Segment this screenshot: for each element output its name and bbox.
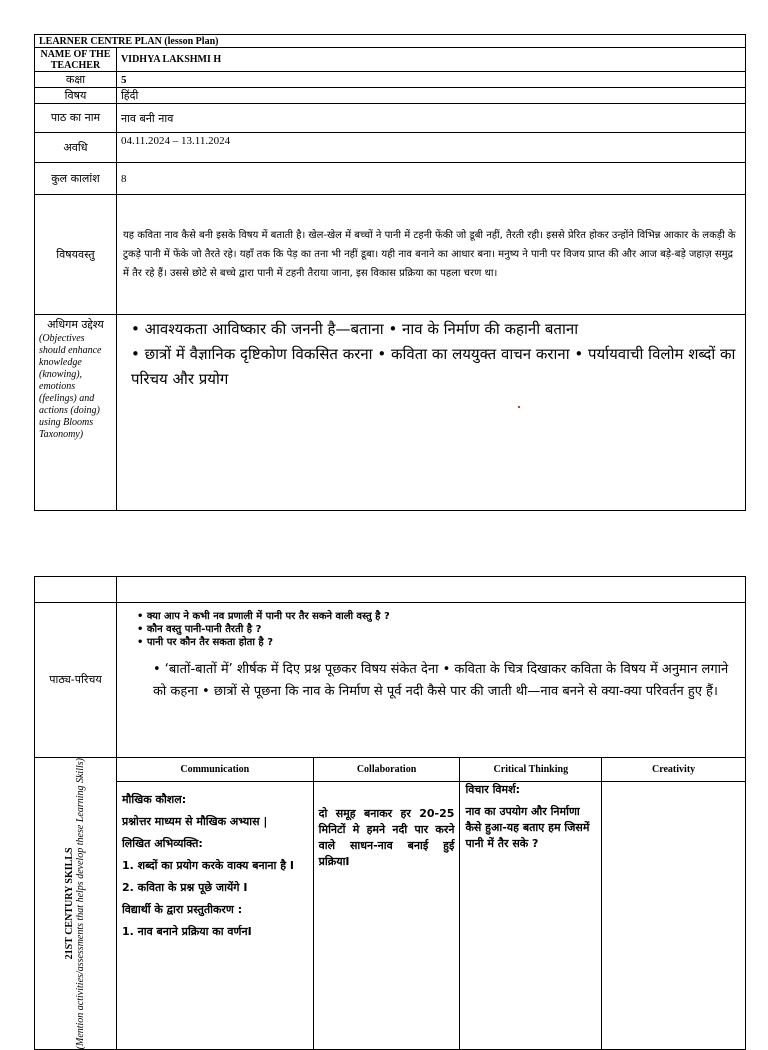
content-label: विषयवस्तु bbox=[35, 195, 117, 315]
skill-header-communication: Communication bbox=[116, 758, 313, 782]
intro-label: पाठ्य-परिचय bbox=[35, 603, 117, 758]
skill-header-creativity: Creativity bbox=[602, 758, 746, 782]
skills-label-cell bbox=[35, 758, 117, 1050]
empty-cell bbox=[35, 577, 117, 603]
collaboration-text: दो समूह बनाकर हर 20-25 मिनिटों मे हमने नदी पार करने वाले साधन-नाव बनाई हुई प्रक्रियाI bbox=[318, 806, 455, 868]
periods-value: 8 bbox=[116, 163, 745, 195]
objectives-list bbox=[121, 317, 741, 392]
critical-thinking-line: विचार विमर्श: bbox=[465, 782, 520, 796]
class-label: कक्षा bbox=[35, 72, 117, 88]
content-summary: यह कविता नाव कैसे बनी इसके विषय में बताती है। खेल-खेल में बच्चों ने पानी में टहनी फेंकी जो डूबी नहीं, तैरती रही। इससे प्रेरित होकर उन्होंने विभिन्न आकार के लकड़ी के टुकड़े पानी में फेंके जो तैरते रहे। यहाँ तक कि पेड़ का तना भी नहीं डूबा। यही नाव बनाने का आधार बना। मनुष्य ने पानी पर विजय प्राप्त की और आज बड़े-बड़े जहाज़ समुद्र में तैर रहे हैं। उससे छोटे से बच्चे द्वारा पानी में टहनी तैराया जाना, इस विकास प्रक्रिया का पहला चरण था। bbox=[116, 195, 745, 315]
lesson-name-label: पाठ का नाम bbox=[35, 104, 117, 133]
empty-cell bbox=[116, 577, 745, 603]
creativity-cell bbox=[602, 781, 746, 1050]
skill-header-collaboration: Collaboration bbox=[313, 758, 460, 782]
communication-line: मौखिक कौशल: bbox=[121, 792, 187, 806]
lesson-name-value: नाव बनी नाव bbox=[116, 104, 745, 133]
subject-value: हिंदी bbox=[116, 88, 745, 104]
communication-line: 1. शब्दों का प्रयोग करके वाक्य बनाना है I bbox=[121, 858, 294, 872]
objectives-label-cell bbox=[35, 315, 117, 511]
plan-title: LEARNER CENTRE PLAN (lesson Plan) bbox=[35, 35, 746, 48]
intro-text: • ‘बातों-बातों में’ शीर्षक में दिए प्रश्न पूछकर विषय संकेत देना • कविता के चित्र दिखाकर कविता के विषय में अनुमान लगाने को कहना • छात्रों से पूछना कि नाव के निर्माण से पूर्व नदी कैसे पार की जाती थी—नाव बनने से क्या-क्या परिवर्तन हुए हैं। bbox=[152, 662, 729, 699]
intro-question: • कौन वस्तु पानी-पानी तैरती है ? bbox=[136, 624, 262, 635]
communication-line: प्रश्नोत्तर माध्यम से मौखिक अभ्यास | bbox=[121, 814, 268, 828]
periods-label: कुल कालांश bbox=[35, 163, 117, 195]
critical-thinking-line: नाव का उपयोग और निर्माणा कैसे हुआ-यह बताए हम जिसमें पानी में तैर सके ? bbox=[465, 804, 590, 850]
objective-item: • आवश्यकता आविष्कार की जननी है—बताना • नाव के निर्माण की कहानी बताना bbox=[130, 320, 579, 338]
intro-question-text: पानी पर कौन तैर सकता होता है ? bbox=[146, 637, 274, 648]
intro-question: • क्या आप ने कभी नव प्रणाली में पानी पर तैर सकने वाली वस्तु है ? bbox=[136, 611, 390, 622]
communication-line: 1. नाव बनाने प्रक्रिया का वर्णनI bbox=[121, 924, 252, 938]
intro-question-text: क्या आप ने कभी नव प्रणाली में पानी पर तैर सकने वाली वस्तु है ? bbox=[146, 611, 390, 622]
skill-header-critical-thinking: Critical Thinking bbox=[460, 758, 602, 782]
teacher-value: VIDHYA LAKSHMI H bbox=[116, 48, 745, 72]
intro-question: • पानी पर कौन तैर सकता होता है ? bbox=[136, 637, 274, 648]
lesson-plan-table bbox=[34, 34, 746, 511]
critical-thinking-cell bbox=[460, 781, 602, 1050]
skills-label bbox=[64, 758, 86, 1049]
subject-label: विषय bbox=[35, 88, 117, 104]
objectives-label: अधिगम उद्देश्य bbox=[47, 318, 104, 331]
collaboration-cell bbox=[313, 781, 460, 1050]
intro-question-text: कौन वस्तु पानी-पानी तैरती है ? bbox=[146, 624, 262, 635]
communication-line: 2. कविता के प्रश्न पूछे जायेंगे I bbox=[121, 880, 248, 894]
objectives-note: (Objectives should enhance knowledge (knowing), emotions (feelings) and actions (doing) using Blooms Taxonomy) bbox=[39, 333, 102, 440]
stray-mark bbox=[518, 406, 520, 408]
communication-line: विद्यार्थी के द्वारा प्रस्तुतीकरण : bbox=[121, 902, 243, 916]
objective-item: • छात्रों में वैज्ञानिक दृष्टिकोण विकसित करना • कविता का लययुक्त वाचन कराना • पर्यायवाची विलोम शब्दों का परिचय और प्रयोग bbox=[130, 345, 736, 388]
objectives-cell bbox=[116, 315, 745, 511]
lesson-plan-table-2 bbox=[34, 576, 746, 1050]
teacher-label: NAME OF THE TEACHER bbox=[35, 48, 117, 72]
duration-value: 04.11.2024 – 13.11.2024 bbox=[116, 133, 745, 163]
duration-label: अवधि bbox=[35, 133, 117, 163]
class-value: 5 bbox=[116, 72, 745, 88]
skills-note: (Mention activities/assessments that helps develop these Learning Skills) bbox=[75, 758, 87, 1050]
communication-cell bbox=[116, 781, 313, 1050]
communication-line: लिखित अभिव्यक्ति: bbox=[121, 836, 203, 850]
skills-title: 21ST CENTURY SKILLS bbox=[64, 847, 76, 960]
intro-cell bbox=[116, 603, 745, 758]
